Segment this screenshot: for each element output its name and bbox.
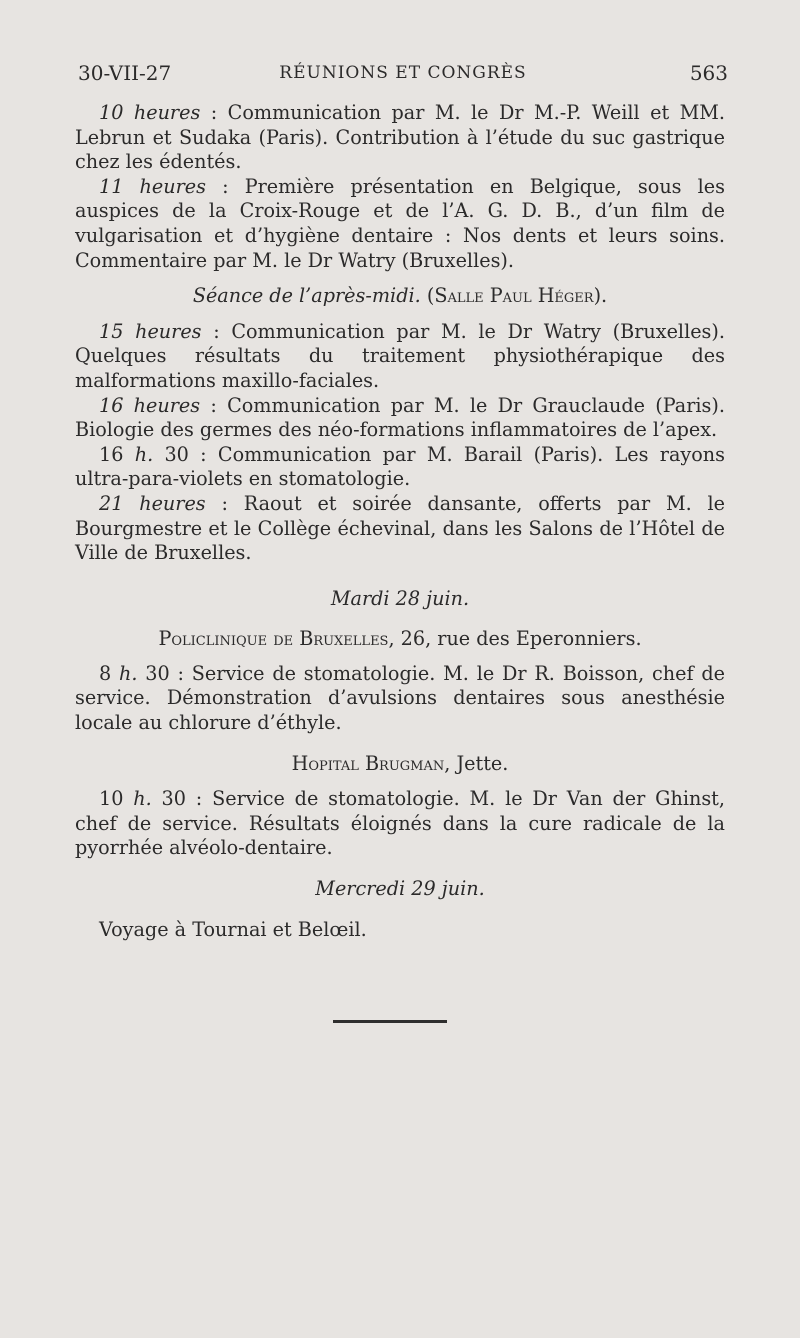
entry-time: 15 heures [99,319,202,343]
end-rule [333,1020,447,1023]
venue-address: , Jette. [444,751,509,775]
entry-text: 30 : Service de stomatologie. M. le Dr R. Boisson, chef de service. Démonstration d’avulsions dentaires sous anesthésie locale au chlorure d’éthyle. [75,661,725,735]
venue-hopital [75,752,725,777]
entry-h: h. [119,661,138,685]
entry-10h30 [75,787,725,861]
entry-8h30 [75,662,725,736]
page-body [75,101,725,942]
day-heading-mardi: Mardi 28 juin. [330,586,470,610]
entry-time: 16 heures [99,393,201,417]
entry-time: 10 heures [99,101,201,124]
venue-name: Policlinique de Bruxelles [158,627,389,651]
day-heading-mercredi: Mercredi 29 juin. [315,877,485,901]
entry-15h [75,320,725,394]
entry-text: 30 : Service de stomatologie. M. le Dr Van der Ghinst, chef de service. Résultats éloignés dans la cure radicale de la pyorrhée alvéolo-dentaire. [75,787,725,860]
entry-text: : Raout et soirée dansante, offerts par M. le Bourgmestre et le Collège échevinal, dans les Salons de l’Hôtel de Ville de Bruxelles. [75,491,725,565]
session-heading [75,284,725,309]
entry-21h [75,492,725,566]
entry-hour: 10 [99,787,134,811]
venue-policlinique [75,627,725,652]
session-title: Séance de l’après-midi. [192,284,421,308]
entry-10h [75,101,725,175]
venue-name: Hopital Brugman [291,751,445,775]
entry-16h30 [75,443,725,492]
entry-16h [75,394,725,443]
entry-h: h. [133,787,152,811]
entry-text: : Première présentation en Belgique, sous les auspices de la Croix-Rouge et de l’A. G. D. B., d’un film de vulgarisation et d’hygiène dentaire : Nos dents et leurs soins. Commentaire par M. le Dr Watry (Bruxelles). [75,174,725,272]
header-title: RÉUNIONS ET CONGRÈS [279,63,527,83]
running-header [78,61,728,89]
entry-11h [75,175,725,273]
entry-text: 30 : Communication par M. Barail (Paris). Les rayons ultra-para-violets en stomatologie. [75,442,726,491]
page-number: 563 [689,61,728,85]
entry-voyage: Voyage à Tournai et Belœil. [99,917,367,941]
entry-time: 11 heures [99,174,206,198]
venue-address: , 26, rue des Eperonniers. [388,627,642,651]
entry-text: : Communication par M. le Dr Watry (Bruxelles). Quelques résultats du traitement physiothérapique des malformations maxillo-faciales. [75,319,725,392]
session-location: (Salle Paul Héger). [426,284,608,308]
entry-h: h. [134,442,154,466]
header-date: 30-VII-27 [78,61,172,85]
entry-hour: 8 [99,661,120,685]
entry-text: : Communication par M. le Dr M.-P. Weill et MM. Lebrun et Sudaka (Paris). Contribution à l’étude du suc gastrique chez les édentés. [75,101,725,174]
entry-time: 21 heures [99,491,206,515]
entry-hour: 16 [99,442,135,466]
entry-text: : Communication par M. le Dr Grauclaude (Paris). Biologie des germes des néo-formations inflammatoires de l’apex. [75,393,725,442]
